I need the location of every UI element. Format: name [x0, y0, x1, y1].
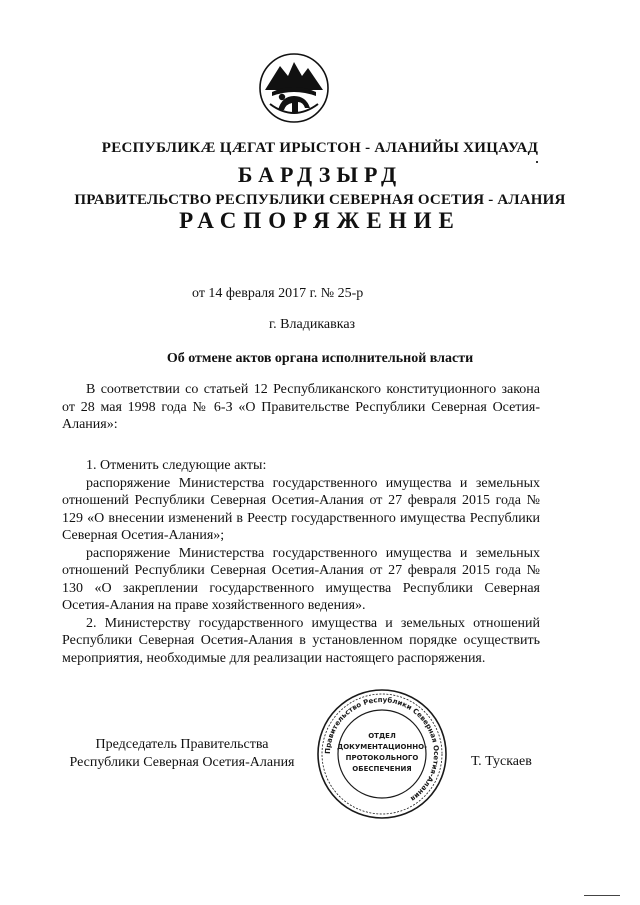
item1-act2: распоряжение Министерства государственного имущества и земельных отношений Республики Северная Осетия-Алания от 27 февраля 2015 года № 130 «О закреплении государственного имущества Республики Северная Осетия-Алания на праве хозяйственного ведения». — [62, 545, 540, 613]
scan-dot — [536, 161, 538, 163]
signatory-name: Т. Тускаев — [471, 754, 532, 769]
stamp-ring-textpath: Правительство Республики Северная Осетия-Алания — [323, 695, 441, 803]
document-city: г. Владикавказ — [269, 317, 356, 332]
stamp-center-line3: ПРОТОКОЛЬНОГО — [345, 754, 419, 762]
intro-paragraph: В соответствии со статьей 12 Республиканского конституционного закона от 28 мая 1998 года № 6-З «О Правительстве Республики Северная Осетия-Алания»: — [62, 382, 540, 432]
header-ossetian-line: РЕСПУБЛИКÆ ЦÆГАТ ИРЫСТОН - АЛАНИЙЫ ХИЦАУАД — [101, 140, 539, 156]
item2-paragraph: 2. Министерству государственного имущества и земельных отношений Республики Северная Осетия-Алания в установленном порядке осуществить мероприятия, необходимые для реализации настоящего распоряжения. — [62, 615, 540, 666]
stamp-center-line1: ОТДЕЛ — [368, 732, 396, 740]
scan-edge-mark — [584, 895, 620, 896]
signatory-position-line2: Республики Северная Осетия-Алания — [69, 755, 295, 770]
item1-heading: 1. Отменить следующие акты: — [86, 458, 267, 473]
header-russian-line: ПРАВИТЕЛЬСТВО РЕСПУБЛИКИ СЕВЕРНАЯ ОСЕТИЯ - АЛАНИЯ — [74, 192, 566, 208]
header-ossetian-doc-type: БАРДЗЫРД — [237, 162, 403, 187]
official-seal-stamp — [314, 686, 450, 822]
signatory-position-line1: Председатель Правительства — [95, 737, 269, 752]
document-date-number: от 14 февраля 2017 г. № 25-р — [192, 286, 364, 301]
operative-block — [62, 457, 540, 667]
stamp-center-line2: ДОКУМЕНТАЦИОННО- — [337, 743, 427, 751]
item1-act1: распоряжение Министерства государственного имущества и земельных отношений Республики Северная Осетия-Алания от 27 февраля 2015 года № 129 «О внесении изменений в Реестр государственного имущества Республики Северная Осетия-Алания»; — [62, 475, 540, 543]
header-russian-doc-type: РАСПОРЯЖЕНИЕ — [179, 208, 461, 233]
stamp-center-line4: ОБЕСПЕЧЕНИЯ — [352, 765, 412, 773]
signatory-position — [62, 736, 302, 772]
document-title: Об отмене актов органа исполнительной власти — [166, 351, 474, 366]
coat-of-arms-emblem — [258, 52, 330, 124]
intro-paragraph-block — [62, 381, 540, 434]
